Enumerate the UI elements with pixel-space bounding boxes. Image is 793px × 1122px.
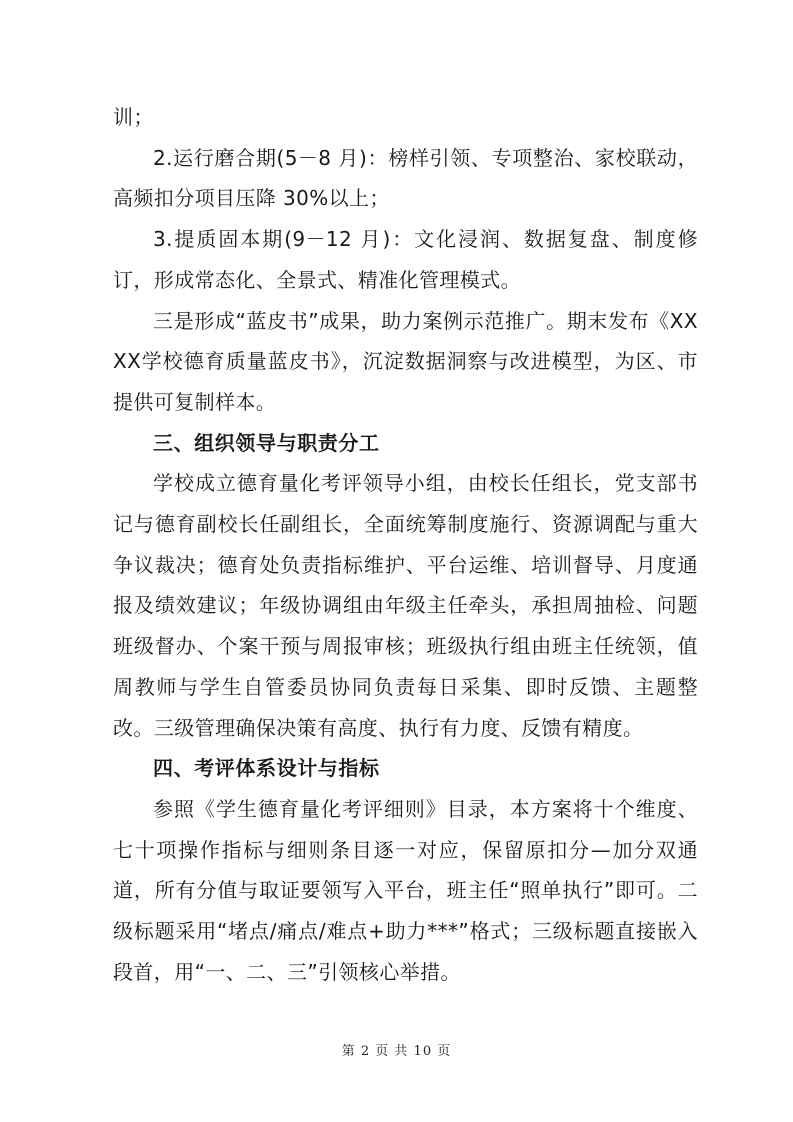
paragraph-phase-3: 3.提质固本期(9－12 月)：文化浸润、数据复盘、制度修订，形成常态化、全景式、精准化管理模式。 (113, 227, 698, 292)
document-body (113, 97, 698, 992)
paragraph-blue-book: 三是形成“蓝皮书”成果，助力案例示范推广。期末发布《XXXX学校德育质量蓝皮书》，沉淀数据洞察与改进模型，为区、市提供可复制样本。 (113, 308, 698, 414)
paragraph-organization: 学校成立德育量化考评领导小组，由校长任组长，党支部书记与德育副校长任副组长，全面统筹制度施行、资源调配与重大争议裁决；德育处负责指标维护、平台运维、培训督导、月度通报及绩效建议；年级协调组由年级主任牵头，承担周抽检、问题班级督办、个案干预与周报审核；班级执行组由班主任统领，值周教师与学生自管委员协同负责每日采集、即时反馈、主题整改。三级管理确保决策有高度、执行有力度、反馈有精度。 (113, 471, 698, 740)
paragraph-evaluation-system: 参照《学生德育量化考评细则》目录，本方案将十个维度、七十项操作指标与细则条目逐一对应，保留原扣分—加分双通道，所有分值与取证要领写入平台，班主任“照单执行”即可。二级标题采用“堵点/痛点/难点+助力***”格式；三级标题直接嵌入段首，用“一、二、三”引领核心举措。 (113, 796, 698, 984)
paragraph-phase-2: 2.运行磨合期(5－8 月)：榜样引领、专项整治、家校联动，高频扣分项目压降 30%以上； (113, 145, 698, 211)
paragraph-continuation: 训； (113, 105, 154, 129)
section-heading-evaluation-system: 四、考评体系设计与指标 (153, 756, 380, 781)
section-heading-organization: 三、组织领导与职责分工 (153, 430, 380, 455)
page-footer: 第 2 页 共 10 页 (341, 1044, 452, 1059)
